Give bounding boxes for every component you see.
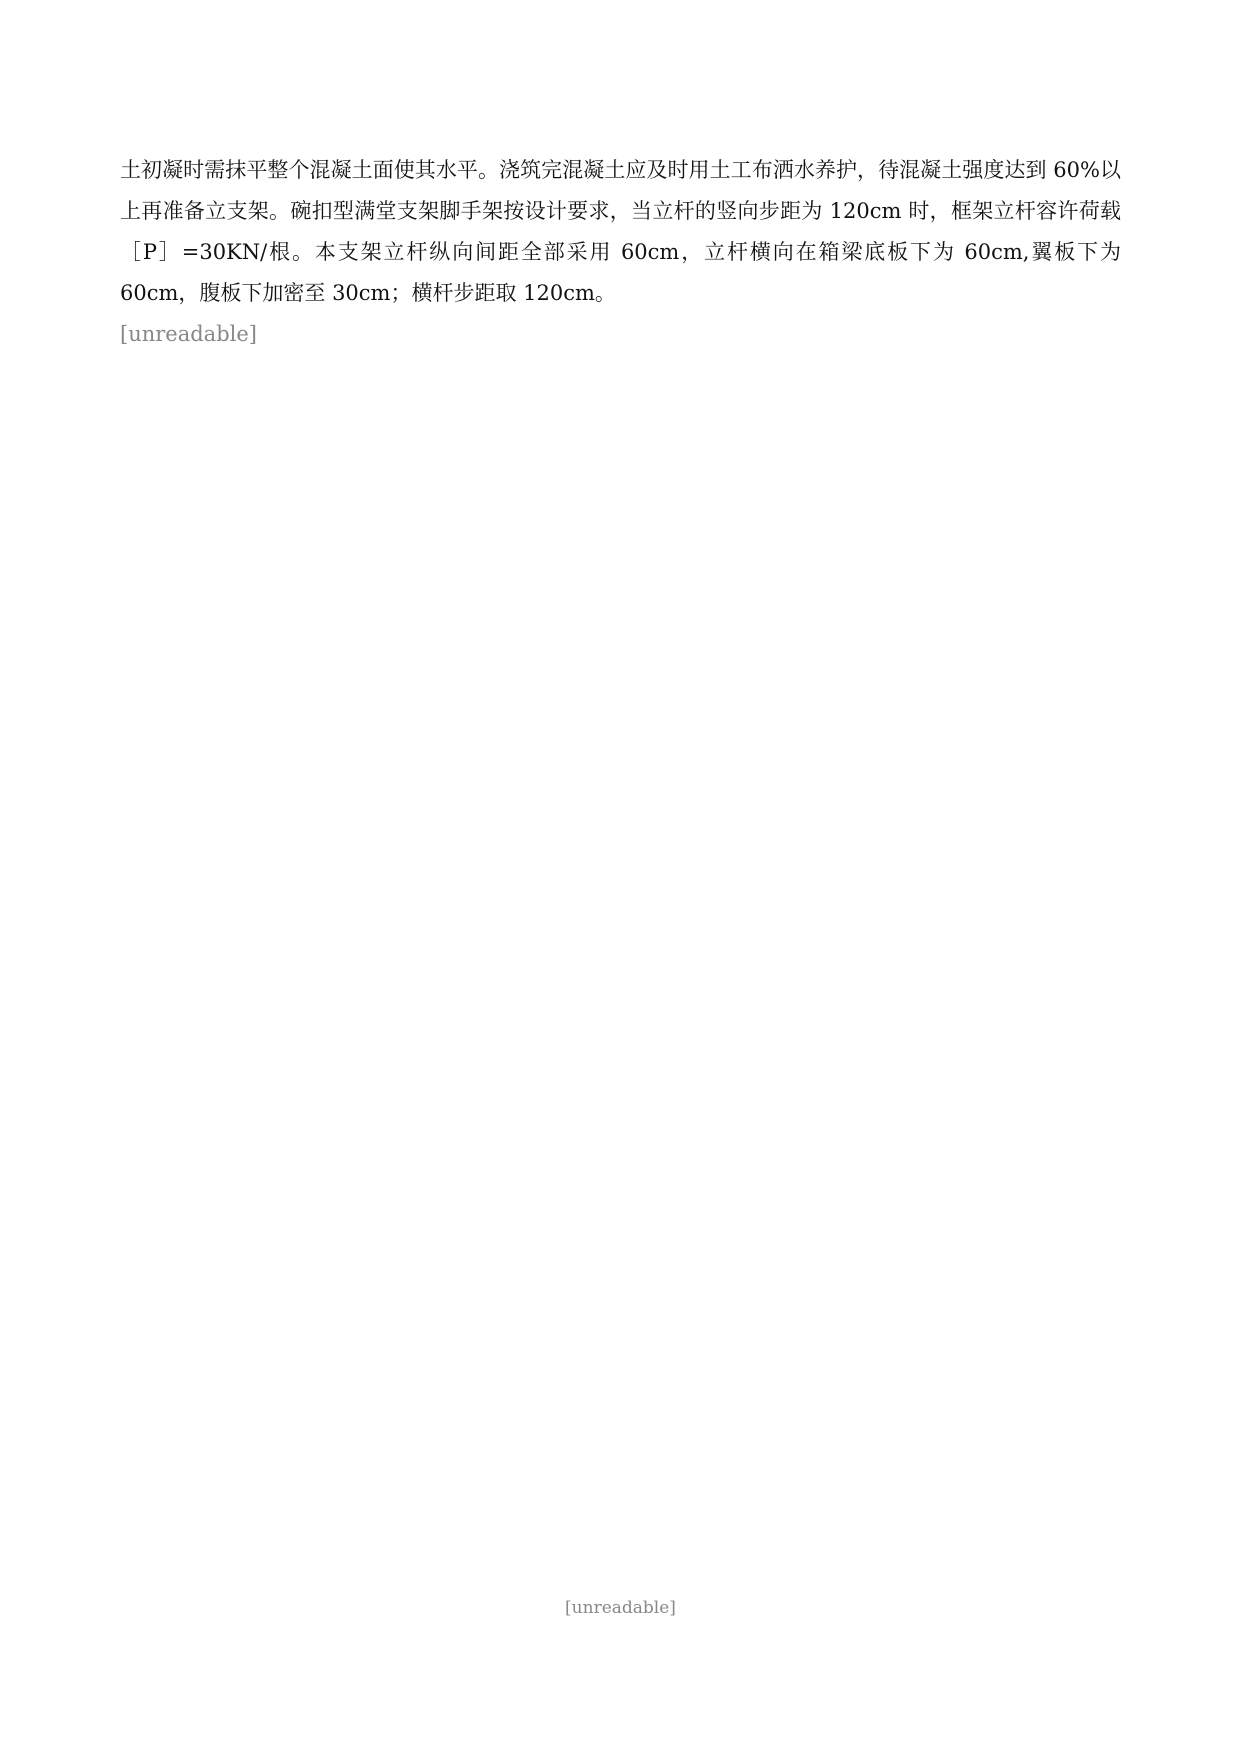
page-footer: [unreadable] [565,1598,676,1618]
unreadable-remainder: [unreadable] [120,322,257,346]
paragraph: 土初凝时需抹平整个混凝土面使其水平。浇筑完混凝土应及时用土工布洒水养护，待混凝土强度达到 60%以上再准备立支架。碗扣型满堂支架脚手架按设计要求，当立杆的竖向步距为 120cm 时，框架立杆容许荷载［P］=30KN/根。本支架立杆纵向间距全部采用 60cm，立杆横向在箱梁底板下为 60cm,翼板下为 60cm，腹板下加密至 30cm；横杆步距取 120cm。 [120,158,1121,305]
page-content [120,150,1121,355]
